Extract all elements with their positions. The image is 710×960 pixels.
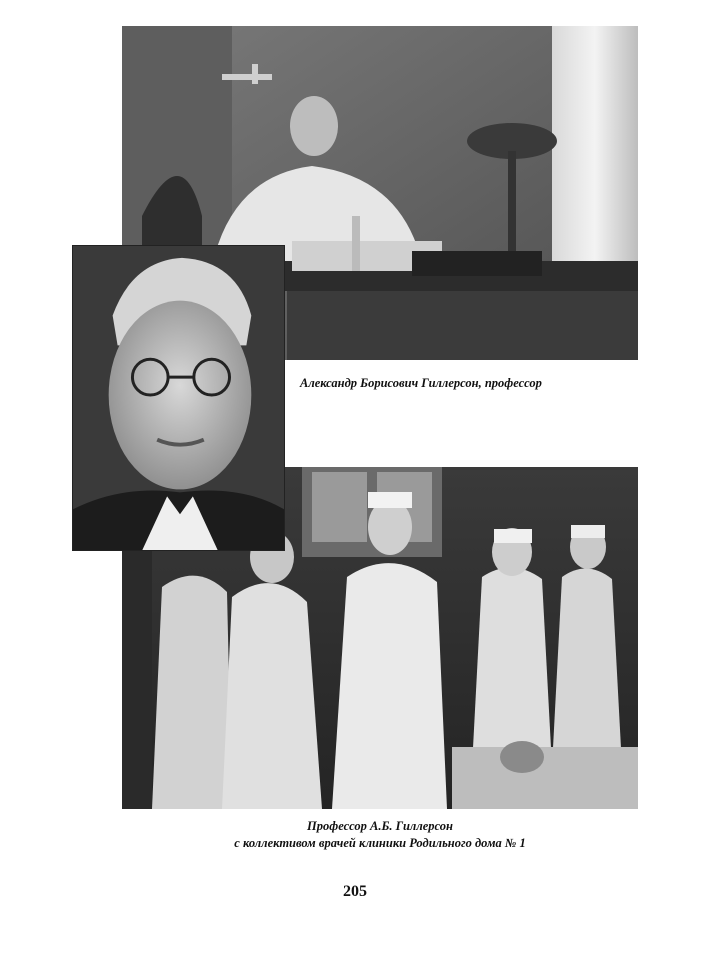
photo-portrait [72, 245, 285, 551]
caption-bottom [130, 818, 630, 852]
caption-top: Александр Борисович Гиллерсон, профессор [300, 376, 542, 390]
caption-bottom-line1: Профессор А.Б. Гиллерсон [307, 819, 453, 833]
photo-portrait-image [73, 246, 284, 550]
page-number: 205 [343, 883, 367, 900]
caption-bottom-line2: с коллективом врачей клиники Родильного дома № 1 [234, 836, 526, 850]
